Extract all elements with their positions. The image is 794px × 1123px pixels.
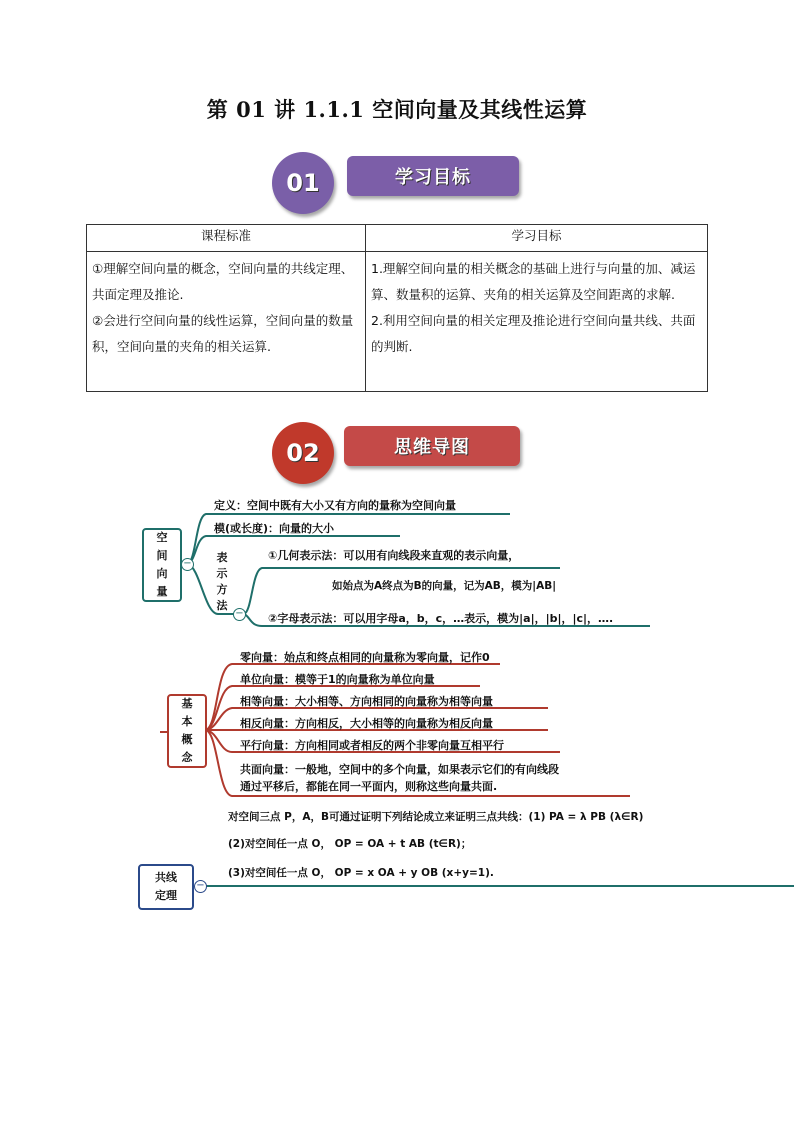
section-label: 思维导图 (394, 437, 470, 458)
zero-vector-text: 零向量：始点和终点相同的向量称为零向量，记作0 (240, 651, 490, 664)
page-title: 第 01 讲 1.1.1 空间向量及其线性运算 (206, 97, 588, 122)
parallel-vector-text: 平行向量：方向相同或者相反的两个非零向量互相平行 (240, 739, 504, 752)
definition-text: 定义：空间中既有大小又有方向的量称为空间向量 (214, 499, 456, 512)
collinear-item-3: (3)对空间任一点 O， OP = x OA + y OB (x+y=1). (228, 867, 494, 879)
coplanar-text-1: 共面向量：一般地，空间中的多个向量，如果表示它们的有向线段 (240, 763, 559, 776)
concept-box-label: 基本概念 (181, 697, 193, 764)
equal-vector-text: 相等向量：大小相等、方向相同的向量称为相等向量 (240, 695, 493, 708)
concept-box-basic (167, 694, 207, 768)
section-number: 02 (286, 439, 320, 467)
coplanar-text-2: 通过平移后，都能在同一平面内，则称这些向量共面. (240, 780, 498, 793)
goal-item: 2.利用空间向量的相关定理及推论进行空间向量共线、共面的判断. (371, 313, 696, 354)
collapse-icon[interactable]: − (181, 558, 194, 571)
collapse-icon[interactable]: − (233, 608, 246, 621)
collinear-intro-text: 对空间三点 P，A，B可通过证明下列结论成立来证明三点共线：(1) PA = λ PB (λ∈R) (228, 811, 644, 823)
standard-item: ②会进行空间向量的线性运算，空间向量的数量积，空间向量的夹角的相关运算. (92, 313, 354, 354)
concept-box-space-vector (142, 528, 182, 602)
table-header-standard: 课程标准 (87, 225, 366, 252)
standard-item: ①理解空间向量的概念，空间向量的共线定理、共面定理及推论. (92, 261, 354, 302)
table-header-goal: 学习目标 (366, 225, 708, 252)
opposite-vector-text: 相反向量：方向相反，大小相等的向量称为相反向量 (240, 717, 493, 730)
collinear-item-2: (2)对空间任一点 O， OP = OA + t AB (t∈R)； (228, 838, 472, 850)
representation-label: 表示方法 (216, 551, 228, 612)
concept-box-label: 共线定理 (155, 871, 177, 902)
concept-box-label: 空间向量 (156, 531, 168, 598)
geometric-example-text: 如始点为A终点为B的向量，记为AB，模为|AB| (332, 580, 557, 592)
section-label: 学习目标 (395, 167, 471, 188)
unit-vector-text: 单位向量：模等于1的向量称为单位向量 (240, 673, 435, 686)
goal-item: 1.理解空间向量的相关概念的基础上进行与向量的加、减运算、数量积的运算、夹角的相关运算及空间距离的求解. (371, 261, 696, 302)
letter-text: ②字母表示法：可以用字母a，b，c，…表示，模为|a|，|b|，|c|，…. (268, 612, 614, 625)
section-number: 01 (286, 169, 320, 197)
concept-box-collinear (138, 864, 194, 910)
magnitude-text: 模(或长度)：向量的大小 (214, 522, 335, 535)
geometric-text: ①几何表示法：可以用有向线段来直观的表示向量， (268, 549, 520, 562)
collapse-icon[interactable]: − (194, 880, 207, 893)
